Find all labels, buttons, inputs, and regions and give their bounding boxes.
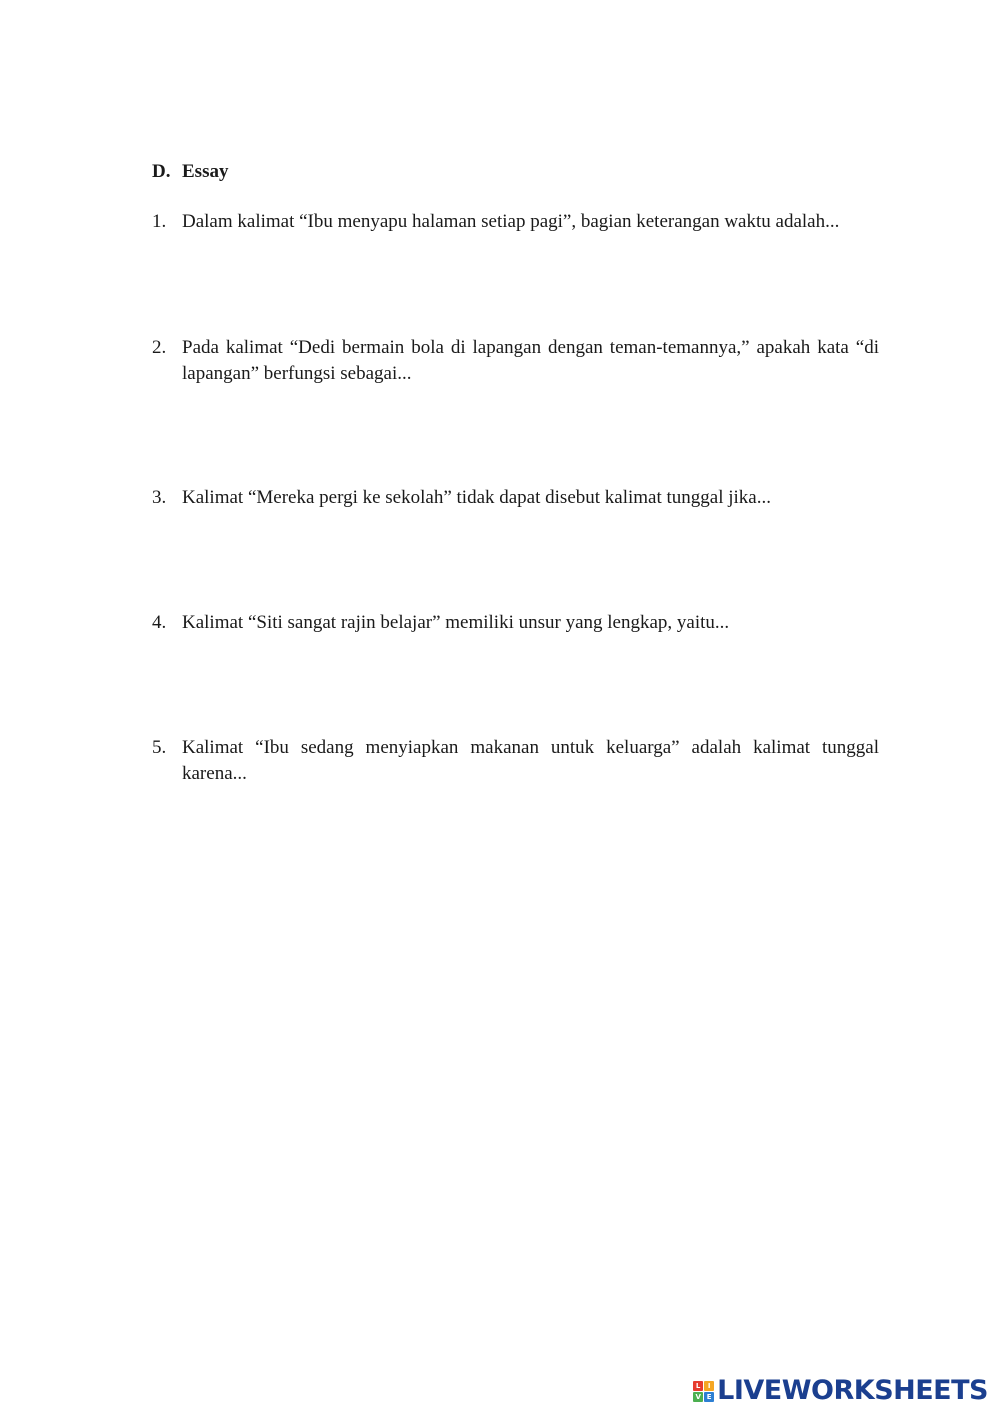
question-number: 2. (152, 337, 167, 358)
question-text: Dalam kalimat “Ibu menyapu halaman setiap pagi”, bagian keterangan waktu adalah... (182, 211, 840, 232)
question-text: Pada kalimat “Dedi bermain bola di lapangan dengan teman-temannya,” apakah kata “di lapangan” berfungsi sebagai... (182, 337, 879, 384)
question-item (152, 335, 879, 387)
question-item (152, 209, 879, 235)
liveworksheets-logo-icon (693, 1381, 714, 1402)
logo-letter-i: I (704, 1381, 714, 1391)
question-number: 5. (152, 737, 167, 758)
question-item (152, 735, 879, 787)
question-text: Kalimat “Siti sangat rajin belajar” memiliki unsur yang lengkap, yaitu... (182, 612, 730, 633)
logo-letter-e: E (704, 1392, 714, 1402)
section-title: Essay (182, 161, 229, 182)
section-heading (152, 160, 228, 184)
liveworksheets-brand (693, 1374, 988, 1408)
brand-name: LIVEWORKSHEETS (717, 1375, 988, 1406)
logo-letter-l: L (693, 1381, 703, 1391)
question-text: Kalimat “Mereka pergi ke sekolah” tidak dapat disebut kalimat tunggal jika... (182, 487, 771, 508)
question-number: 1. (152, 211, 167, 232)
logo-letter-v: V (693, 1392, 703, 1402)
question-number: 4. (152, 612, 167, 633)
question-number: 3. (152, 487, 167, 508)
question-item (152, 485, 879, 511)
question-item (152, 610, 879, 636)
question-text: Kalimat “Ibu sedang menyiapkan makanan untuk keluarga” adalah kalimat tunggal karena... (182, 737, 879, 784)
section-letter: D. (152, 161, 171, 182)
